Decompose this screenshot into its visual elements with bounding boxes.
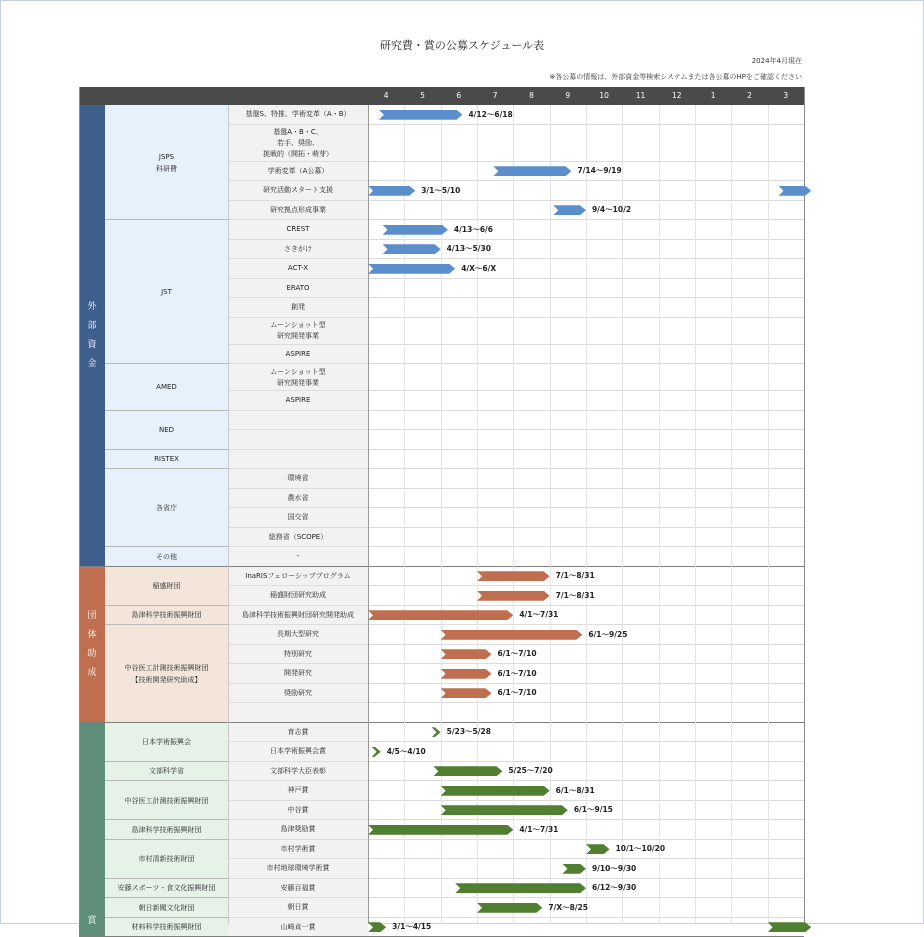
program-cell xyxy=(228,489,368,509)
program-cell xyxy=(228,664,368,684)
org-name: 文部科学省 xyxy=(149,765,184,777)
org-name: 【技術開発研究助成】 xyxy=(132,674,202,686)
program-name: ACT-X xyxy=(288,263,308,274)
program-name: 中谷賞 xyxy=(288,805,309,816)
org-column-border xyxy=(228,105,229,924)
schedule-bar xyxy=(493,166,571,176)
bar-date-label: 4/5～4/10 xyxy=(387,747,426,757)
org-cell xyxy=(105,450,228,470)
org-cell xyxy=(105,364,228,411)
schedule-bar xyxy=(441,630,583,640)
schedule-bar xyxy=(383,244,441,254)
org-name: 各省庁 xyxy=(156,502,177,514)
org-name: AMED xyxy=(156,381,177,393)
program-name: 特別研究 xyxy=(284,649,312,660)
program-name: 奨励研究 xyxy=(284,688,312,699)
schedule-bar xyxy=(477,571,550,581)
program-column-border xyxy=(368,105,369,924)
org-name: JST xyxy=(161,286,172,298)
program-cell xyxy=(228,547,368,567)
program-cell xyxy=(228,528,368,548)
org-cell xyxy=(105,469,228,547)
program-name: 文部科学大臣表彰 xyxy=(270,766,326,777)
program-cell xyxy=(228,450,368,470)
program-cell xyxy=(228,125,368,162)
bar-date-label: 7/X～8/25 xyxy=(548,903,588,913)
program-name: ムーンショット型 xyxy=(270,367,325,378)
program-cell xyxy=(228,364,368,391)
program-cell xyxy=(228,742,368,762)
program-name: InaRISフェローシッププログラム xyxy=(245,571,350,582)
program-name: ERATO xyxy=(286,283,309,294)
category-label xyxy=(79,105,105,567)
program-cell xyxy=(228,411,368,431)
bar-date-label: 9/10～9/30 xyxy=(592,864,636,874)
program-name: 研究開発事業 xyxy=(277,378,319,389)
schedule-bar xyxy=(562,864,586,874)
schedule-bar xyxy=(477,591,550,601)
program-cell xyxy=(228,703,368,723)
program-name: ムーンショット型 xyxy=(270,320,325,331)
program-cell xyxy=(228,879,368,899)
schedule-bar xyxy=(455,883,586,893)
program-name: 若手、奨励、 xyxy=(277,138,319,149)
org-cell xyxy=(105,781,228,820)
org-cell xyxy=(105,547,228,567)
org-name: JSPS xyxy=(159,151,174,163)
bar-date-label: 6/1～7/10 xyxy=(498,649,537,659)
program-name: 国交省 xyxy=(288,512,309,523)
month-label: 12 xyxy=(659,87,695,105)
org-name: 島津科学技術振興財団 xyxy=(132,824,202,836)
bar-date-label: 6/1～8/31 xyxy=(556,786,595,796)
program-name: 市村地球環境学術賞 xyxy=(267,863,330,874)
org-cell xyxy=(105,918,228,937)
month-label: 7 xyxy=(477,87,513,105)
org-name: 材料科学技術振興財団 xyxy=(132,921,202,933)
program-cell xyxy=(228,859,368,879)
schedule-bar xyxy=(586,844,610,854)
schedule-bar xyxy=(441,805,568,815)
program-name: 学術変革（A公募） xyxy=(268,166,329,177)
schedule-bar xyxy=(383,225,448,235)
program-name: 朝日賞 xyxy=(288,902,309,913)
month-gridline xyxy=(659,105,660,924)
program-cell xyxy=(228,105,368,125)
org-name: NED xyxy=(159,424,174,436)
org-name: その他 xyxy=(156,551,177,563)
program-name: 育志賞 xyxy=(288,727,309,738)
program-name: 研究活動スタート支援 xyxy=(263,185,333,196)
bar-date-label: 7/14～9/19 xyxy=(577,166,621,176)
schedule-bar xyxy=(368,825,513,835)
program-cell xyxy=(228,469,368,489)
month-gridline xyxy=(550,105,551,924)
month-label: 3 xyxy=(768,87,804,105)
program-cell xyxy=(228,898,368,918)
month-label: 6 xyxy=(441,87,477,105)
bar-date-label: 7/1～8/31 xyxy=(556,591,595,601)
month-label: 4 xyxy=(368,87,404,105)
program-name: 神戸賞 xyxy=(288,785,309,796)
program-name: 長期大型研究 xyxy=(277,629,319,640)
schedule-bar xyxy=(553,205,586,215)
org-name: 朝日新聞文化財団 xyxy=(139,902,195,914)
schedule-bar xyxy=(441,669,492,679)
schedule-bar xyxy=(768,922,812,932)
month-gridline xyxy=(586,105,587,924)
schedule-bar xyxy=(368,610,513,620)
month-label: 11 xyxy=(622,87,658,105)
program-name: 安藤百福賞 xyxy=(281,883,316,894)
program-name: 挑戦的（開拓・萌芽） xyxy=(263,149,333,160)
table-left-border xyxy=(79,87,80,924)
bar-date-label: 5/23～5/28 xyxy=(447,727,491,737)
schedule-bar xyxy=(441,688,492,698)
category-text: 団 体 助 成 xyxy=(87,607,96,683)
month-label: 2 xyxy=(731,87,767,105)
org-cell xyxy=(105,105,228,220)
program-cell xyxy=(228,279,368,299)
program-cell xyxy=(228,723,368,743)
org-cell xyxy=(105,879,228,899)
schedule-bar xyxy=(432,727,441,737)
category-label xyxy=(79,723,105,937)
program-cell xyxy=(228,645,368,665)
category-label xyxy=(79,567,105,723)
schedule-bar xyxy=(368,186,415,196)
org-name: 安藤スポーツ・食文化振興財団 xyxy=(118,882,216,894)
program-name: さきがけ xyxy=(284,244,312,255)
program-name: 環境省 xyxy=(288,473,309,484)
bar-date-label: 6/1～7/10 xyxy=(498,669,537,679)
disclaimer-note: ※各公募の情報は、外部資金等検索システムまたは各公募のHPをご確認ください xyxy=(549,72,802,82)
month-label: 8 xyxy=(513,87,549,105)
program-name: 島津科学技術振興財団研究開発助成 xyxy=(242,610,354,621)
org-name: 中谷医工計測技術振興財団 xyxy=(125,795,209,807)
bar-date-label: 4/12～6/18 xyxy=(468,110,512,120)
org-cell xyxy=(105,220,228,364)
bar-date-label: 5/25～7/20 xyxy=(508,766,552,776)
program-cell xyxy=(228,345,368,365)
month-gridline xyxy=(622,105,623,924)
program-name: - xyxy=(297,551,300,562)
month-label: 5 xyxy=(404,87,440,105)
schedule-bar xyxy=(372,747,381,757)
schedule-bar xyxy=(379,110,463,120)
schedule-bar xyxy=(477,903,542,913)
program-name: 基盤S、特推、学術変革（A・B） xyxy=(245,109,350,120)
org-name: RISTEX xyxy=(154,453,179,465)
org-cell xyxy=(105,606,228,626)
org-name: 稲盛財団 xyxy=(153,580,181,592)
program-cell xyxy=(228,508,368,528)
bar-date-label: 7/1～8/31 xyxy=(556,571,595,581)
bar-date-label: 4/1～7/31 xyxy=(519,825,558,835)
month-label: 10 xyxy=(586,87,622,105)
category-text: 外 部 資 金 xyxy=(87,298,96,374)
schedule-bar xyxy=(779,186,812,196)
month-gridline xyxy=(731,105,732,924)
program-cell xyxy=(228,684,368,704)
program-cell xyxy=(228,801,368,821)
org-cell xyxy=(105,898,228,918)
org-name: 中谷医工計測技術振興財団 xyxy=(125,662,209,674)
program-cell xyxy=(228,220,368,240)
org-name: 科研費 xyxy=(156,163,177,175)
program-cell xyxy=(228,181,368,201)
program-cell xyxy=(228,391,368,411)
date-note: 2024年4月現在 xyxy=(752,56,802,66)
org-name: 日本学術振興会 xyxy=(142,736,191,748)
schedule-bar xyxy=(441,649,492,659)
program-name: 島津奨励賞 xyxy=(281,824,316,835)
month-label: 1 xyxy=(695,87,731,105)
org-name: 市村清新技術財団 xyxy=(139,853,195,865)
program-cell xyxy=(228,918,368,937)
bar-date-label: 9/4～10/2 xyxy=(592,205,631,215)
org-cell xyxy=(105,840,228,879)
bar-date-label: 6/12～9/30 xyxy=(592,883,636,893)
program-cell xyxy=(228,259,368,279)
program-cell xyxy=(228,162,368,182)
schedule-bar xyxy=(441,786,550,796)
program-name: 日本学術振興会賞 xyxy=(270,746,326,757)
program-cell xyxy=(228,298,368,318)
org-cell xyxy=(105,762,228,782)
program-cell xyxy=(228,820,368,840)
month-gridline xyxy=(768,105,769,924)
program-cell xyxy=(228,430,368,450)
program-name: 山崎貞一賞 xyxy=(281,922,316,933)
program-cell xyxy=(228,625,368,645)
bar-date-label: 4/X～6/X xyxy=(461,264,496,274)
bar-date-label: 6/1～9/15 xyxy=(574,805,613,815)
bar-date-label: 6/1～9/25 xyxy=(588,630,627,640)
program-cell xyxy=(228,762,368,782)
program-name: 稲盛財団研究助成 xyxy=(270,590,326,601)
program-cell xyxy=(228,840,368,860)
month-gridline xyxy=(513,105,514,924)
schedule-bar xyxy=(368,264,455,274)
program-cell xyxy=(228,201,368,221)
org-cell xyxy=(105,567,228,606)
page-title: 研究費・賞の公募スケジュール表 xyxy=(0,37,924,53)
program-name: 開発研究 xyxy=(284,668,312,679)
bar-date-label: 4/13～5/30 xyxy=(447,244,491,254)
program-name: 市村学術賞 xyxy=(281,844,316,855)
program-name: 研究拠点形成事業 xyxy=(270,205,326,216)
program-cell xyxy=(228,781,368,801)
bar-date-label: 4/1～7/31 xyxy=(519,610,558,620)
program-name: 創発 xyxy=(291,302,305,313)
program-cell xyxy=(228,606,368,626)
category-text: 賞 xyxy=(87,912,96,931)
org-cell xyxy=(105,625,228,723)
program-name: CREST xyxy=(287,224,310,235)
table-right-border xyxy=(804,87,805,924)
bar-date-label: 4/13～6/6 xyxy=(454,225,493,235)
program-name: ASPIRE xyxy=(286,349,311,360)
bar-date-label: 3/1～4/15 xyxy=(392,922,431,932)
program-name: 基盤A・B・C、 xyxy=(273,127,322,138)
program-cell xyxy=(228,586,368,606)
bar-date-label: 6/1～7/10 xyxy=(498,688,537,698)
org-cell xyxy=(105,723,228,762)
program-name: 研究開発事業 xyxy=(277,331,319,342)
month-gridline xyxy=(695,105,696,924)
org-name: 島津科学技術振興財団 xyxy=(132,609,202,621)
bar-date-label: 3/1～5/10 xyxy=(421,186,460,196)
program-name: 農水省 xyxy=(288,493,309,504)
program-name: ASPIRE xyxy=(286,395,311,406)
program-name: 総務省（SCOPE） xyxy=(269,532,328,543)
program-cell xyxy=(228,318,368,345)
program-cell xyxy=(228,567,368,587)
schedule-bar xyxy=(368,922,386,932)
month-label: 9 xyxy=(550,87,586,105)
org-cell xyxy=(105,411,228,450)
schedule-bar xyxy=(433,766,502,776)
org-cell xyxy=(105,820,228,840)
program-cell xyxy=(228,240,368,260)
bar-date-label: 10/1～10/20 xyxy=(616,844,666,854)
